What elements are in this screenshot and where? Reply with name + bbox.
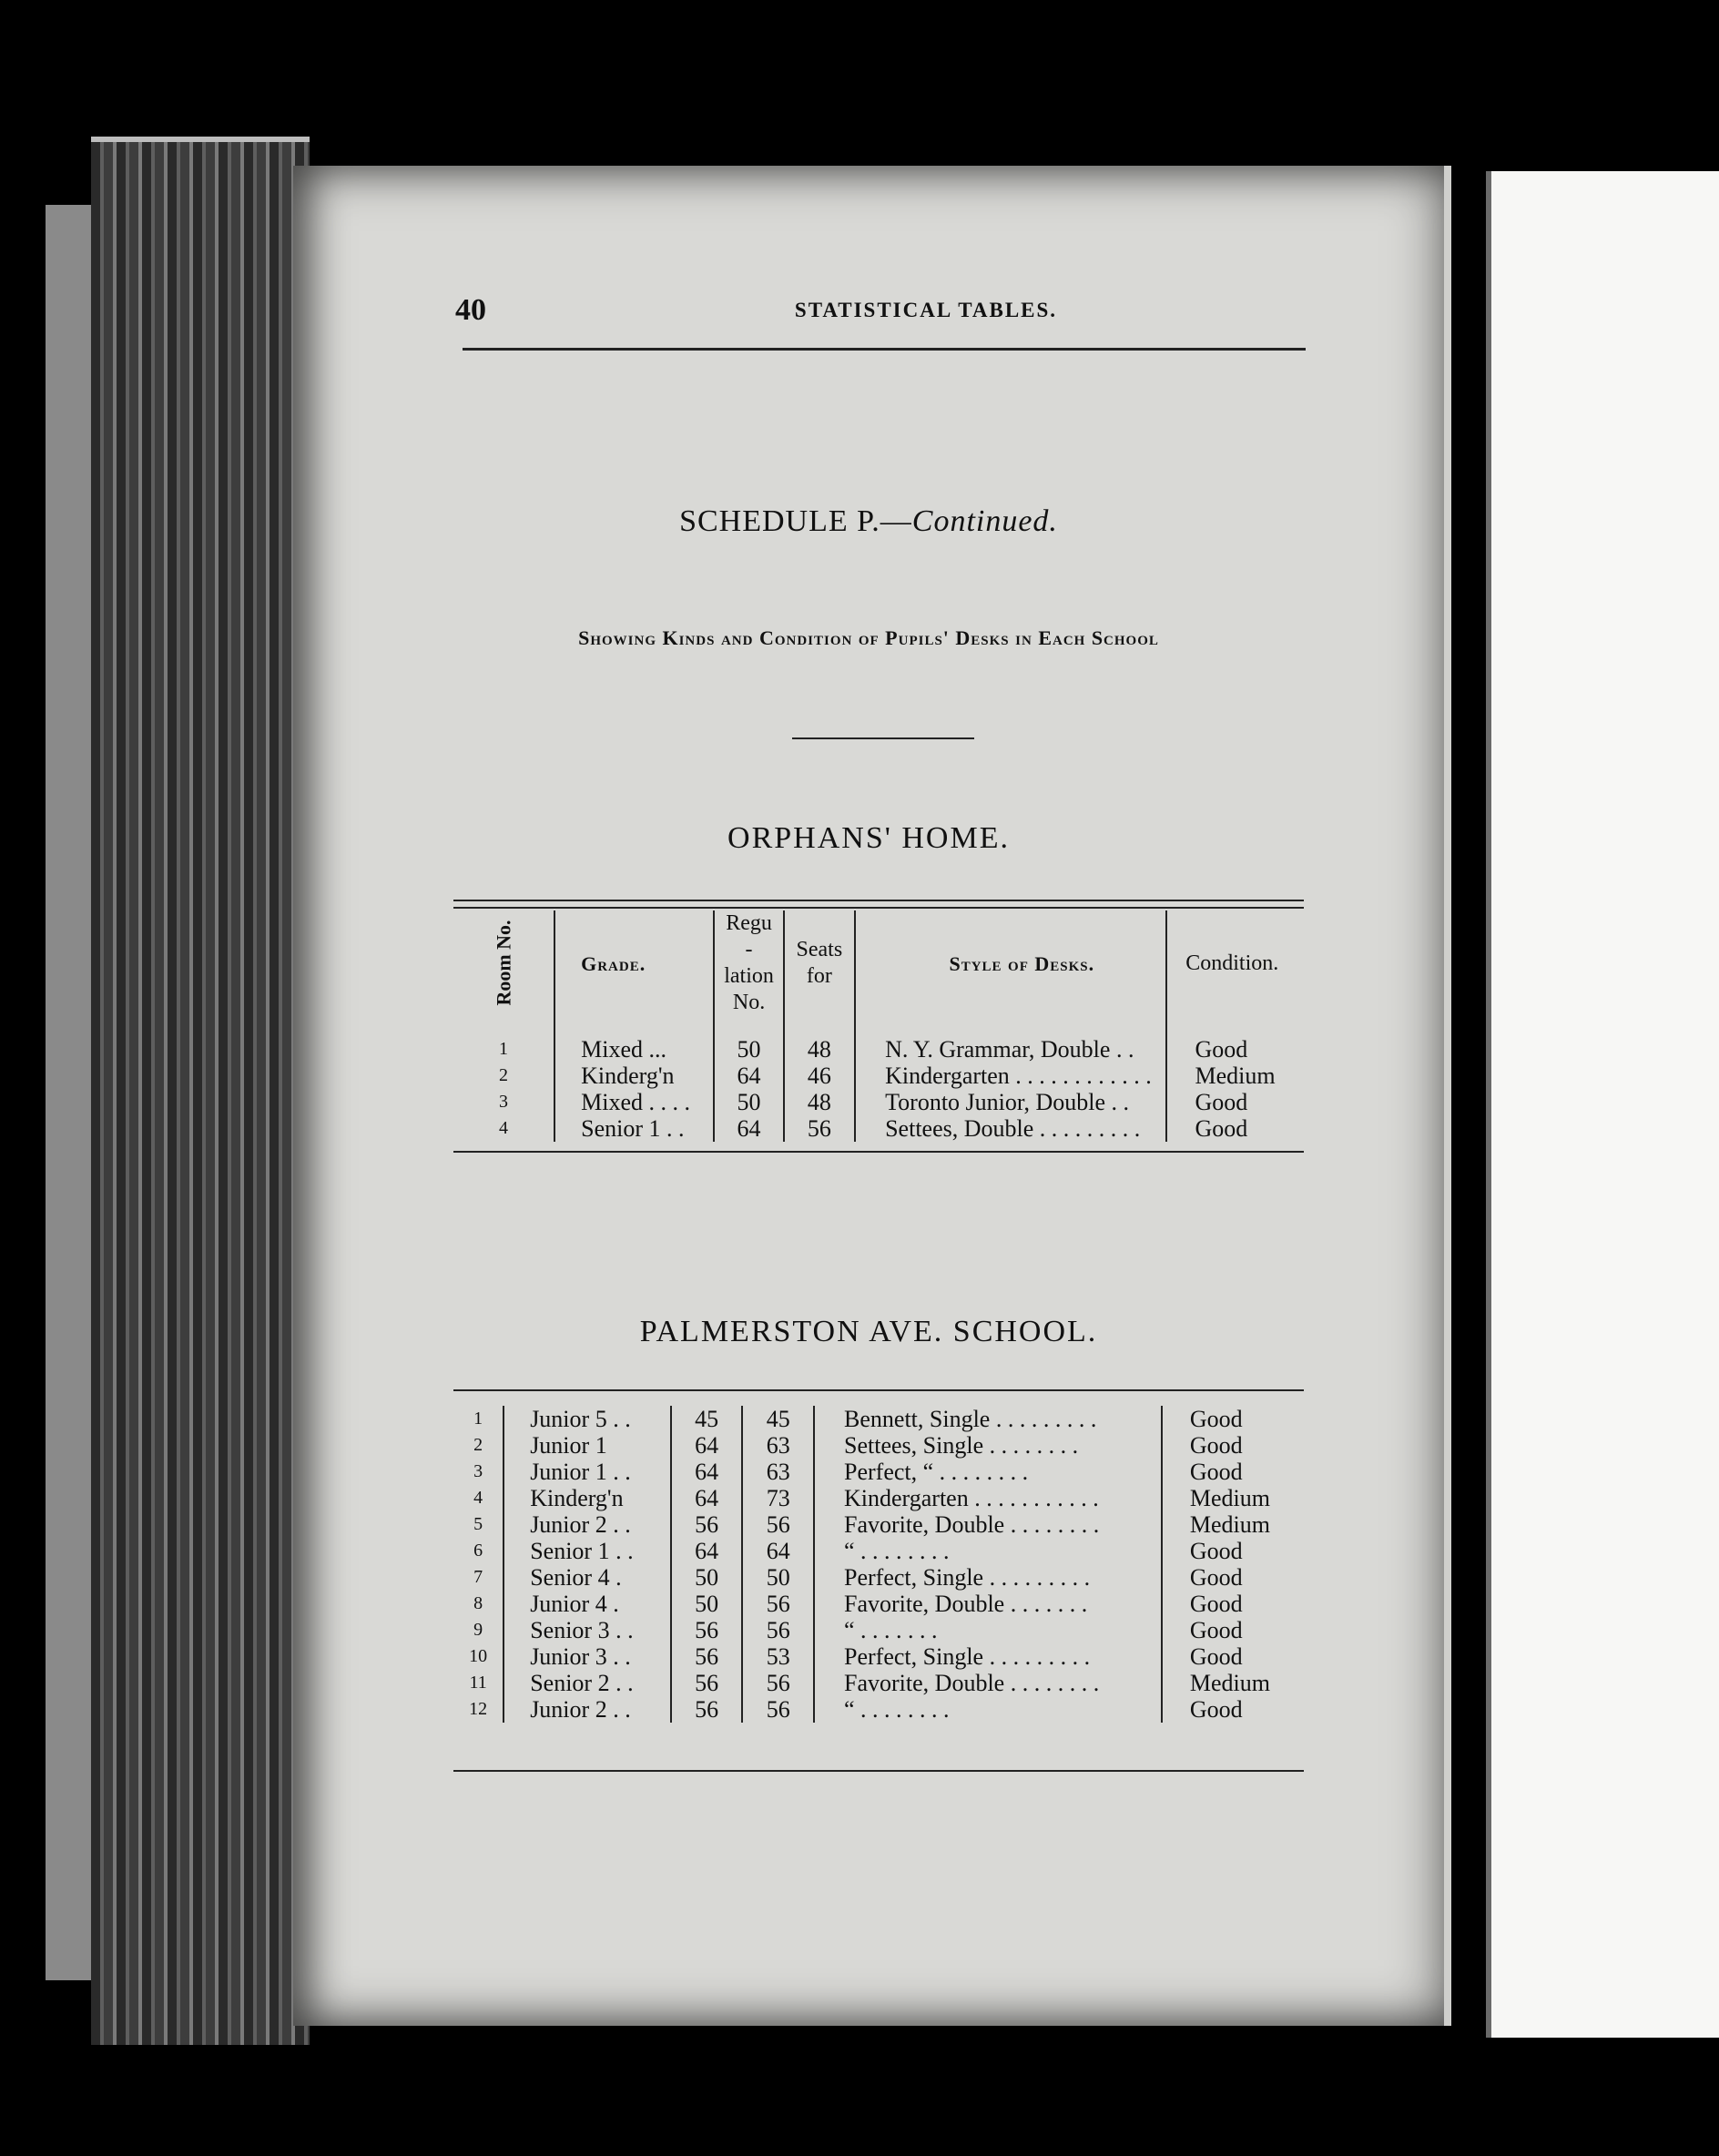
seats-for-cell: 56 (742, 1591, 814, 1617)
desk-style-cell: Kindergarten . . . . . . . . . . . . (855, 1063, 1166, 1089)
grade-cell: Mixed ... (554, 1036, 714, 1063)
divider-rule (792, 737, 974, 739)
room-number-cell: 4 (499, 1118, 509, 1138)
desk-style-cell: Toronto Junior, Double . . (855, 1089, 1166, 1115)
col-grade-header: Grade. (554, 910, 714, 1016)
regulation-number-cell: 56 (671, 1696, 743, 1723)
table-header-row (453, 910, 1304, 1016)
spacer-cell (714, 1016, 783, 1036)
grade-cell: Senior 1 . . (554, 1115, 714, 1142)
table-row (453, 1670, 1304, 1696)
regulation-number-cell: 56 (671, 1643, 743, 1670)
condition-cell: Good (1166, 1036, 1304, 1063)
table-row (453, 1115, 1304, 1142)
regulation-number-cell: 64 (671, 1485, 743, 1511)
table-row (453, 1538, 1304, 1564)
room-number-cell: 3 (473, 1461, 483, 1481)
grade-cell: Kinderg'n (503, 1485, 671, 1511)
palmerston-top-rule (453, 1389, 1304, 1391)
regulation-number-cell: 56 (671, 1617, 743, 1643)
regulation-number-cell: 64 (671, 1459, 743, 1485)
regulation-number-cell: 64 (714, 1063, 783, 1089)
orphans-home-title: ORPHANS' HOME. (727, 821, 1010, 855)
desk-style-cell: Favorite, Double . . . . . . . . (814, 1670, 1162, 1696)
desk-style-cell: “ . . . . . . . . (814, 1696, 1162, 1723)
grade-cell: Junior 1 . . (503, 1459, 671, 1485)
palmerston-table (453, 1406, 1304, 1723)
desk-style-cell: Favorite, Double . . . . . . . (814, 1591, 1162, 1617)
room-number-cell: 1 (499, 1039, 509, 1059)
desk-style-cell: Favorite, Double . . . . . . . . (814, 1511, 1162, 1538)
desk-style-cell: “ . . . . . . . . (814, 1538, 1162, 1564)
col-room-header: Room No. (492, 919, 515, 1006)
desk-style-cell: Settees, Double . . . . . . . . . (855, 1115, 1166, 1142)
desk-style-cell: Perfect, Single . . . . . . . . . (814, 1643, 1162, 1670)
condition-cell: Good (1162, 1643, 1304, 1670)
col-condition-header: Condition. (1166, 910, 1304, 1016)
seats-for-cell: 56 (784, 1115, 855, 1142)
table-row (453, 1564, 1304, 1591)
spacer-cell (453, 1016, 554, 1036)
grade-cell: Senior 2 . . (503, 1670, 671, 1696)
seats-for-cell: 45 (742, 1406, 814, 1432)
running-title: STATISTICAL TABLES. (794, 299, 1058, 321)
condition-cell: Medium (1162, 1485, 1304, 1511)
desk-style-cell: “ . . . . . . . (814, 1617, 1162, 1643)
table-row (453, 1617, 1304, 1643)
header-rule (463, 348, 1306, 351)
spacer-cell (1166, 1016, 1304, 1036)
schedule-label: SCHEDULE P.— (679, 504, 912, 538)
seats-for-cell: 64 (742, 1538, 814, 1564)
room-number-cell: 12 (469, 1699, 488, 1719)
spacer-cell (554, 1016, 714, 1036)
spacer-cell (784, 1016, 855, 1036)
table-row (453, 1459, 1304, 1485)
grade-cell: Junior 2 . . (503, 1511, 671, 1538)
desk-style-cell: Perfect, Single . . . . . . . . . (814, 1564, 1162, 1591)
seats-for-cell: 56 (742, 1617, 814, 1643)
palmerston-bottom-rule (453, 1770, 1304, 1772)
table-row (453, 1089, 1304, 1115)
seats-for-cell: 48 (784, 1089, 855, 1115)
facing-page (1486, 171, 1719, 2038)
header-spacer-row (453, 1016, 1304, 1036)
col-regulation-header: Regu-lation No. (714, 910, 783, 1016)
desk-style-cell: N. Y. Grammar, Double . . (855, 1036, 1166, 1063)
condition-cell: Good (1166, 1115, 1304, 1142)
grade-cell: Junior 3 . . (503, 1643, 671, 1670)
room-number-cell: 3 (499, 1092, 509, 1112)
table-row (453, 1063, 1304, 1089)
grade-cell: Junior 1 (503, 1432, 671, 1459)
table-row (453, 1511, 1304, 1538)
book-edge-left (46, 205, 93, 1980)
seats-for-cell: 50 (742, 1564, 814, 1591)
grade-cell: Kinderg'n (554, 1063, 714, 1089)
grade-cell: Senior 1 . . (503, 1538, 671, 1564)
seats-for-cell: 63 (742, 1432, 814, 1459)
room-number-cell: 10 (469, 1646, 488, 1666)
room-number-cell: 5 (473, 1514, 483, 1534)
col-seats-header: Seats for (784, 910, 855, 1016)
table-row (453, 1036, 1304, 1063)
condition-cell: Good (1162, 1459, 1304, 1485)
grade-cell: Senior 3 . . (503, 1617, 671, 1643)
regulation-number-cell: 56 (671, 1511, 743, 1538)
grade-cell: Junior 2 . . (503, 1696, 671, 1723)
room-number-cell: 8 (473, 1593, 483, 1613)
table-top-rule (453, 900, 1304, 909)
grade-cell: Junior 4 . (503, 1591, 671, 1617)
condition-cell: Good (1166, 1089, 1304, 1115)
table-row (453, 1591, 1304, 1617)
condition-cell: Medium (1162, 1670, 1304, 1696)
grade-cell: Junior 5 . . (503, 1406, 671, 1432)
spacer-cell (855, 1016, 1166, 1036)
orphans-bottom-rule (453, 1151, 1304, 1153)
condition-cell: Good (1162, 1538, 1304, 1564)
condition-cell: Medium (1162, 1511, 1304, 1538)
table-row (453, 1643, 1304, 1670)
schedule-subtitle: Showing Kinds and Condition of Pupils' Desks in Each School (578, 626, 1159, 649)
room-number-cell: 6 (473, 1541, 483, 1561)
seats-for-cell: 56 (742, 1670, 814, 1696)
desk-style-cell: Kindergarten . . . . . . . . . . . (814, 1485, 1162, 1511)
condition-cell: Medium (1166, 1063, 1304, 1089)
regulation-number-cell: 64 (671, 1432, 743, 1459)
seats-for-cell: 73 (742, 1485, 814, 1511)
col-style-header: Style of Desks. (855, 910, 1166, 1016)
page-edges (91, 137, 310, 2045)
room-number-cell: 4 (473, 1488, 483, 1508)
room-number-cell: 9 (473, 1620, 483, 1640)
regulation-number-cell: 50 (714, 1036, 783, 1063)
table-row (453, 1406, 1304, 1432)
schedule-title (293, 504, 1444, 539)
room-number-cell: 7 (473, 1567, 483, 1587)
schedule-continued: Continued. (911, 504, 1058, 538)
room-number-cell: 11 (469, 1673, 487, 1693)
regulation-number-cell: 45 (671, 1406, 743, 1432)
condition-cell: Good (1162, 1591, 1304, 1617)
seats-for-cell: 53 (742, 1643, 814, 1670)
regulation-number-cell: 64 (671, 1538, 743, 1564)
condition-cell: Good (1162, 1696, 1304, 1723)
seats-for-cell: 56 (742, 1511, 814, 1538)
orphans-home-table (453, 910, 1304, 1142)
regulation-number-cell: 50 (714, 1089, 783, 1115)
seats-for-cell: 63 (742, 1459, 814, 1485)
room-number-cell: 1 (473, 1409, 483, 1429)
desk-style-cell: Settees, Single . . . . . . . . (814, 1432, 1162, 1459)
desk-style-cell: Bennett, Single . . . . . . . . . (814, 1406, 1162, 1432)
regulation-number-cell: 56 (671, 1670, 743, 1696)
regulation-number-cell: 50 (671, 1564, 743, 1591)
table-row (453, 1485, 1304, 1511)
condition-cell: Good (1162, 1617, 1304, 1643)
room-number-cell: 2 (473, 1435, 483, 1455)
page-number: 40 (455, 293, 486, 327)
seats-for-cell: 46 (784, 1063, 855, 1089)
table-row (453, 1432, 1304, 1459)
desk-style-cell: Perfect, “ . . . . . . . . (814, 1459, 1162, 1485)
seats-for-cell: 48 (784, 1036, 855, 1063)
room-number-cell: 2 (499, 1065, 509, 1085)
condition-cell: Good (1162, 1564, 1304, 1591)
grade-cell: Mixed . . . . (554, 1089, 714, 1115)
book-page (293, 166, 1451, 2026)
regulation-number-cell: 50 (671, 1591, 743, 1617)
palmerston-title: PALMERSTON AVE. SCHOOL. (639, 1315, 1098, 1348)
seats-for-cell: 56 (742, 1696, 814, 1723)
condition-cell: Good (1162, 1406, 1304, 1432)
regulation-number-cell: 64 (714, 1115, 783, 1142)
condition-cell: Good (1162, 1432, 1304, 1459)
grade-cell: Senior 4 . (503, 1564, 671, 1591)
table-row (453, 1696, 1304, 1723)
